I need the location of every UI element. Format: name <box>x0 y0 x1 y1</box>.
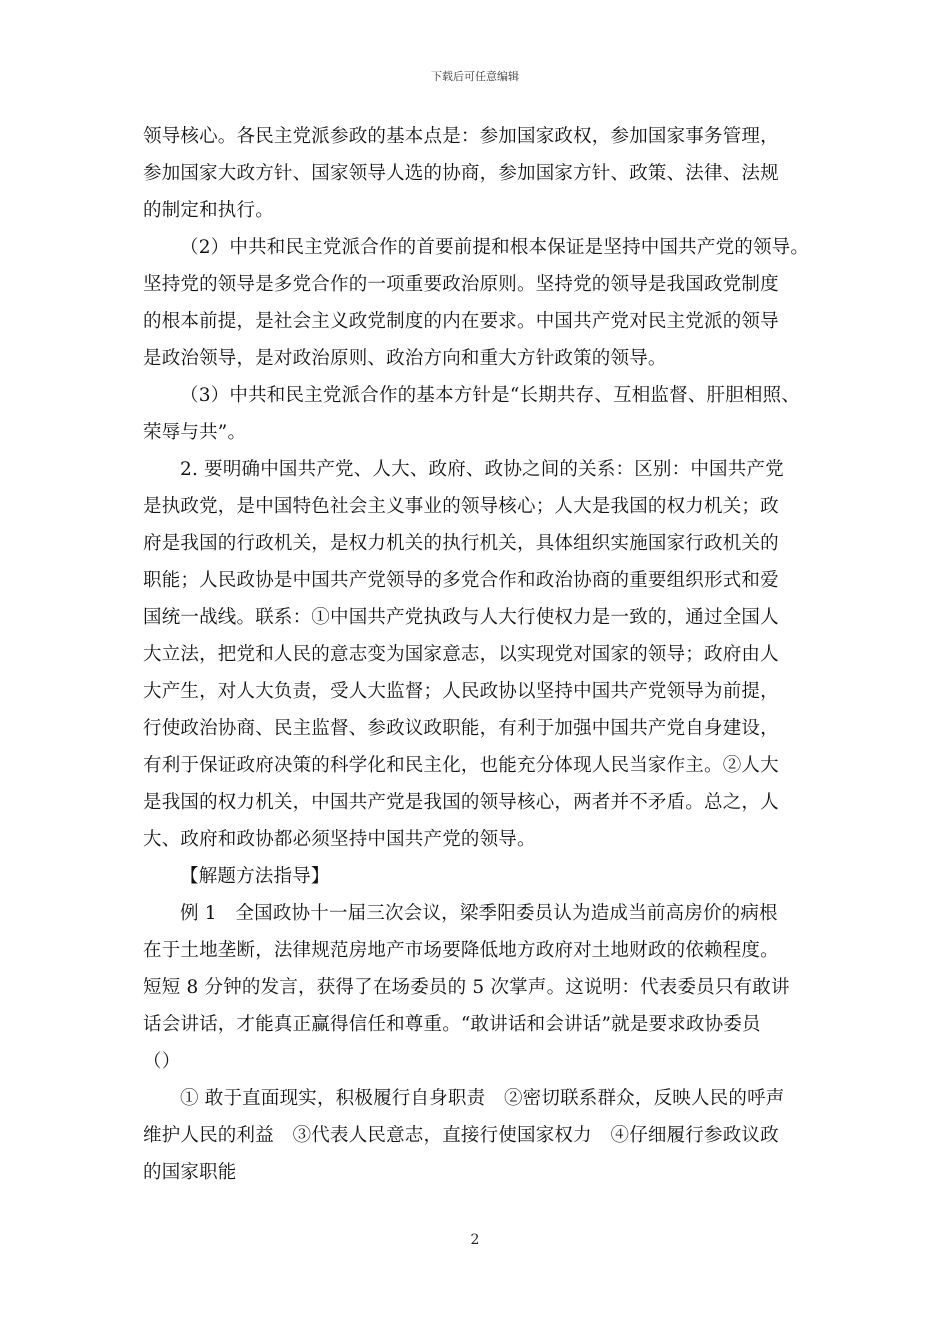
text-line: 大产生，对人大负责，受人大监督；人民政协以坚持中国共产党领导为前提， <box>143 681 779 702</box>
options-line: ① 敢于直面现实，积极履行自身职责 ②密切联系群众，反映人民的呼声 <box>180 1088 785 1109</box>
text-line: 是政治领导，是对政治原则、政治方向和重大方针政策的领导。 <box>143 348 667 369</box>
text-line: 职能；人民政协是中国共产党领导的多党合作和政治协商的重要组织形式和爱 <box>143 570 779 591</box>
text-line: 大立法，把党和人民的意志变为国家意志，以实现党对国家的领导；政府由人 <box>143 644 779 665</box>
text-line: 府是我国的行政机关，是权力机关的执行机关，具体组织实施国家行政机关的 <box>143 533 779 554</box>
text-line: 大、政府和政协都必须坚持中国共产党的领导。 <box>143 829 536 850</box>
paragraph-start-line: （2）中共和民主党派合作的首要前提和根本保证是坚持中国共产党的领导。 <box>180 237 810 258</box>
paragraph-start-line: 2. 要明确中国共产党、人大、政府、政协之间的关系：区别：中国共产党 <box>180 459 784 480</box>
page-header-note: 下载后可任意编辑 <box>431 70 519 83</box>
text-line: 国统一战线。联系：①中国共产党执政与人大行使权力是一致的，通过全国人 <box>143 607 779 628</box>
options-line: 的国家职能 <box>143 1162 237 1183</box>
text-line: 的制定和执行。 <box>143 200 274 221</box>
text-line: 有利于保证政府决策的科学化和民主化，也能充分体现人民当家作主。②人大 <box>143 755 779 776</box>
text-line: 坚持党的领导是多党合作的一项重要政治原则。坚持党的领导是我国政党制度 <box>143 274 779 295</box>
text-line: 话会讲话，才能真正赢得信任和尊重。“敢讲话和会讲话”就是要求政协委员 <box>143 1014 761 1035</box>
text-line: 参加国家大政方针、国家领导人选的协商，参加国家方针、政策、法律、法规 <box>143 163 779 184</box>
text-line: 在于土地垄断，法律规范房地产市场要降低地方政府对土地财政的依赖程度。 <box>143 940 779 961</box>
section-heading: 【解题方法指导】 <box>180 866 330 887</box>
page-number: 2 <box>470 1232 480 1248</box>
text-line: 短短 8 分钟的发言，获得了在场委员的 5 次掌声。这说明：代表委员只有敢讲 <box>143 977 790 998</box>
document-body <box>143 118 813 1191</box>
options-line: 维护人民的利益 ③代表人民意志，直接行使国家权力 ④仔细履行参政议政 <box>143 1125 779 1146</box>
text-line: 是我国的权力机关，中国共产党是我国的领导核心，两者并不矛盾。总之，人 <box>143 792 779 813</box>
paragraph-start-line: （3）中共和民主党派合作的基本方针是“长期共存、互相监督、肝胆相照、 <box>180 385 801 406</box>
text-line: 荣辱与共”。 <box>143 422 247 443</box>
text-line: 行使政治协商、民主监督、参政议政职能，有利于加强中国共产党自身建设， <box>143 718 779 739</box>
text-line: 领导核心。各民主党派参政的基本点是：参加国家政权，参加国家事务管理， <box>143 126 779 147</box>
text-line: 是执政党，是中国特色社会主义事业的领导核心；人大是我国的权力机关；政 <box>143 496 779 517</box>
text-line: 的根本前提，是社会主义政党制度的内在要求。中国共产党对民主党派的领导 <box>143 311 779 332</box>
paragraph-start-line: 例 1 全国政协十一届三次会议，梁季阳委员认为造成当前高房价的病根 <box>180 903 778 924</box>
answer-blank: （） <box>143 1051 181 1072</box>
